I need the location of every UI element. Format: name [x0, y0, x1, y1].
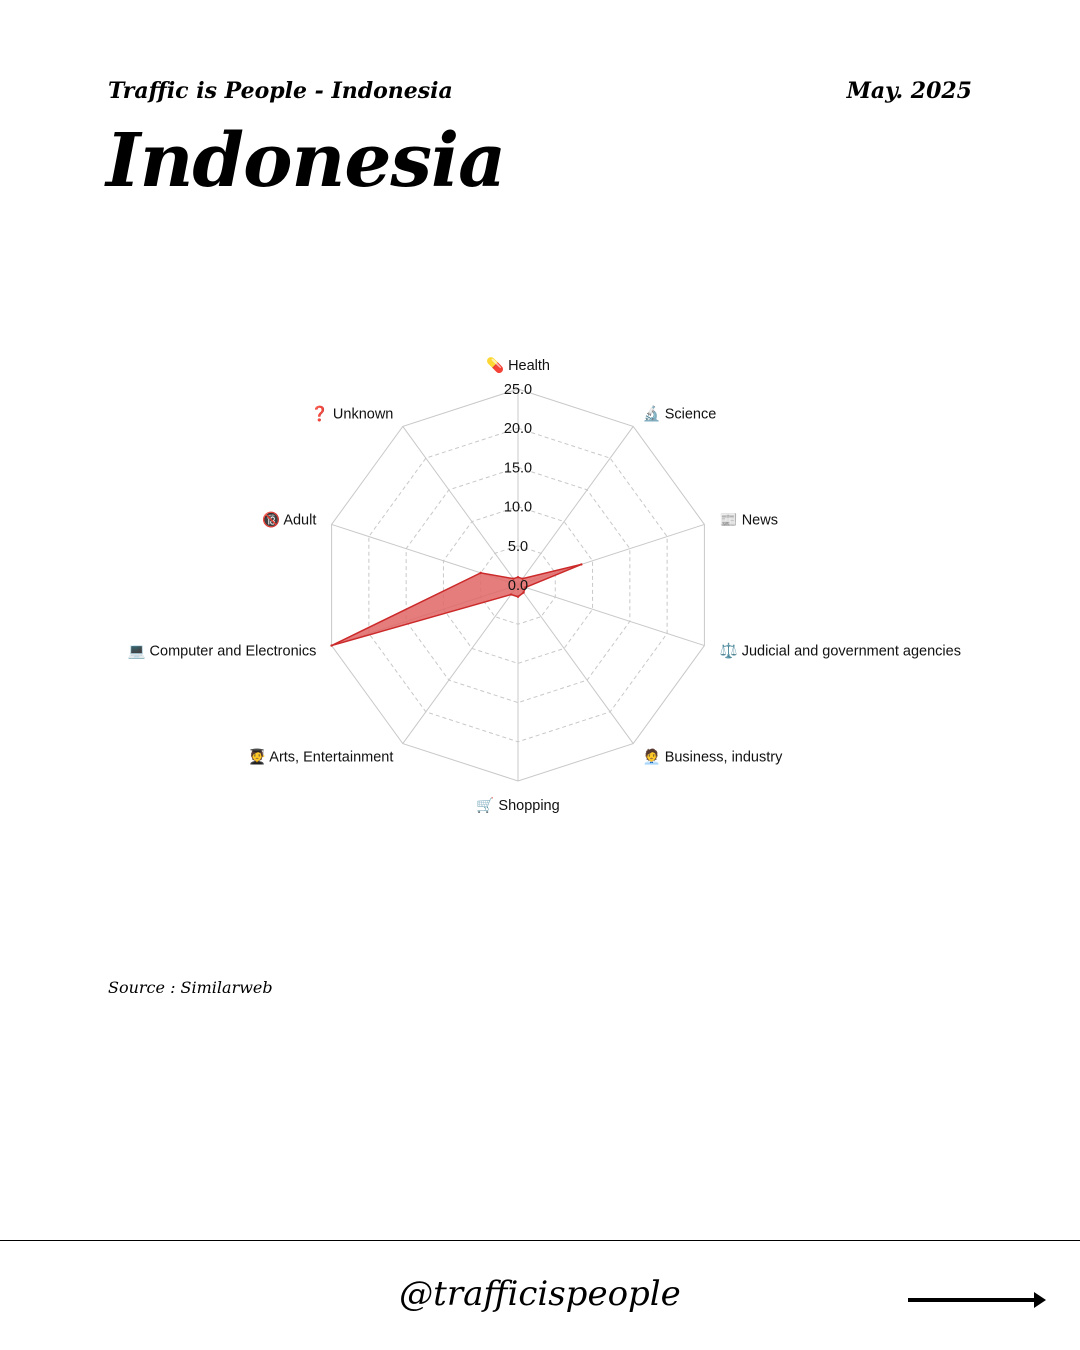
grid-spoke: [518, 585, 633, 744]
tick-label: 0.0: [507, 578, 529, 594]
tick-label: 10.0: [503, 499, 533, 516]
page-title: Indonesia: [106, 118, 506, 204]
radar-chart: [0, 340, 1080, 830]
axis-label: 🧑‍💼 Business, industry: [642, 749, 783, 766]
axis-label: 🔞 Adult: [262, 512, 317, 529]
footer-divider: [0, 1240, 1080, 1241]
report-date: May. 2025: [846, 78, 972, 104]
social-handle[interactable]: @trafficispeople: [399, 1274, 681, 1314]
data-point: [517, 596, 519, 598]
tick-label: 5.0: [507, 538, 529, 555]
grid-spoke: [403, 426, 518, 585]
axis-label: 💻 Computer and Electronics: [127, 643, 317, 660]
grid-spoke: [518, 426, 633, 585]
tick-label: 15.0: [503, 460, 533, 477]
axis-label: 🛒 Shopping: [476, 798, 560, 814]
axis-label: ❓ Unknown: [310, 406, 394, 423]
series-title: Traffic is People - Indonesia: [108, 78, 453, 104]
axis-label: 💊 Health: [486, 358, 550, 374]
axis-label: 🧑‍🎓 Arts, Entertainment: [247, 749, 394, 766]
source-note: Source : Similarweb: [108, 978, 273, 997]
arrow-right-icon[interactable]: [906, 1288, 1048, 1312]
axis-label: 📰 News: [719, 512, 778, 529]
data-point: [580, 563, 582, 565]
axis-label: 🔬 Science: [642, 406, 717, 423]
data-point: [330, 644, 332, 646]
axis-label: ⚖️ Judicial and government agencies: [719, 643, 961, 660]
tick-label: 20.0: [503, 421, 533, 438]
data-point: [480, 572, 482, 574]
tick-label: 25.0: [503, 382, 533, 398]
grid-spoke: [518, 585, 704, 646]
